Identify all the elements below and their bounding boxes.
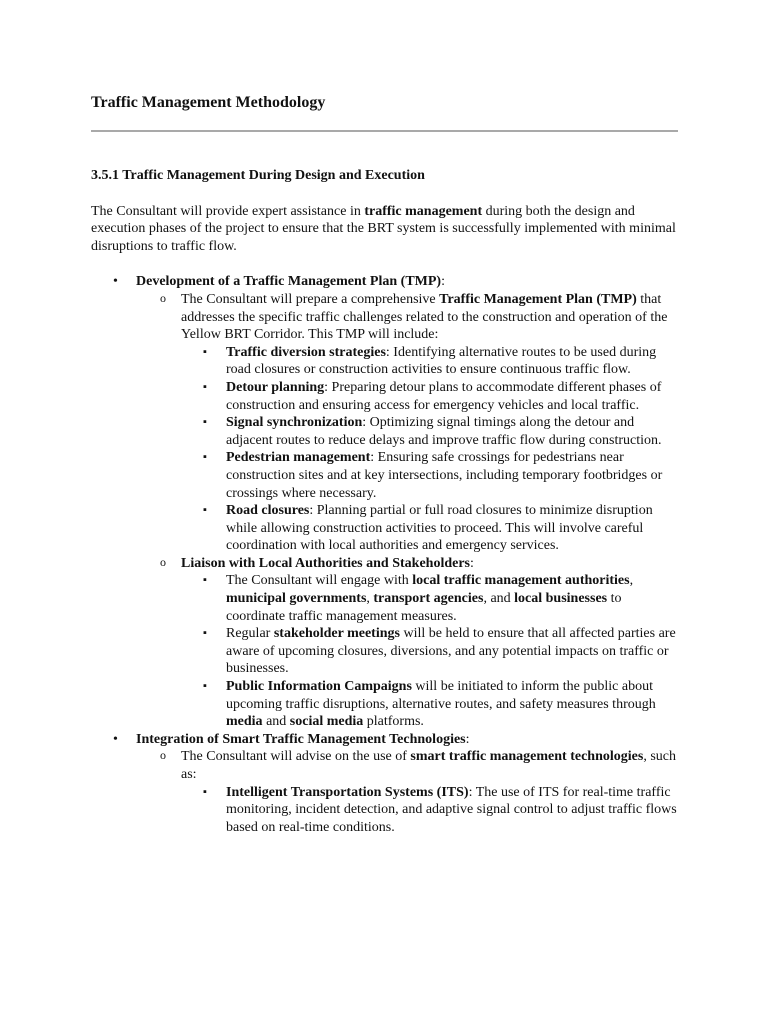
intro-bold-run: traffic management <box>364 203 483 219</box>
bold-run: social media <box>289 714 364 730</box>
detail-item <box>181 625 683 678</box>
sub-bullet-item <box>136 291 683 555</box>
bold-run: local traffic management authorities <box>412 573 630 589</box>
detail-list <box>181 784 683 837</box>
bold-run: media <box>226 714 263 730</box>
bold-run: transport agencies <box>373 591 484 607</box>
text-run: The Consultant will engage with <box>226 573 413 589</box>
text-run: to coordinate traffic management measures. <box>226 591 622 624</box>
intro-text-run: The Consultant will provide expert assistance in <box>91 203 365 219</box>
text-run: , such as: <box>181 749 676 782</box>
text-run: that addresses the specific traffic challenges related to the construction and operation of the Yellow BRT Corridor. This TMP will include: <box>181 291 668 343</box>
bold-run: Traffic Management Plan (TMP) <box>439 291 637 307</box>
detail-item <box>181 414 683 449</box>
intro-paragraph <box>91 203 683 256</box>
detail-item <box>181 784 683 837</box>
bold-run: municipal governments <box>226 591 367 607</box>
sub-bullet-item <box>136 748 683 836</box>
text-run: The Consultant will prepare a comprehensive <box>181 291 440 307</box>
sub-bullet-item <box>136 555 683 731</box>
text-run: platforms. <box>363 714 424 730</box>
text-run: The Consultant will advise on the use of <box>181 749 411 765</box>
text-run: : Optimizing signal timings along the detour and adjacent routes to reduce delays and improve traffic flow during construction. <box>226 415 662 448</box>
detail-list <box>181 344 683 555</box>
bold-run: Liaison with Local Authorities and Stakeholders <box>181 555 470 571</box>
main-bullet-list <box>91 273 683 836</box>
detail-list <box>181 572 683 730</box>
document-title: Traffic Management Methodology <box>91 94 326 111</box>
bold-run: smart traffic management technologies <box>410 749 644 765</box>
sub-bullet-list <box>136 748 683 836</box>
document-body <box>91 167 683 836</box>
text-run: Regular <box>226 626 274 642</box>
detail-item <box>181 379 683 414</box>
sub-bullet-list <box>136 291 683 731</box>
bold-run: Detour planning <box>226 379 325 395</box>
text-run: : Planning partial or full road closures to minimize disruption while allowing construction activities to proceed. This will involve careful coordination with local authorities and emergency services. <box>226 503 653 554</box>
detail-item <box>181 344 683 379</box>
text-run: : The use of ITS for real-time traffic monitoring, incident detection, and adaptive signal control to adjust traffic flows based on real-time conditions. <box>226 784 677 835</box>
text-run: and <box>262 714 290 730</box>
bold-run: Traffic diversion strategies <box>226 344 386 360</box>
main-bullet-item <box>91 273 683 730</box>
text-run: , <box>366 591 374 607</box>
bold-run: stakeholder meetings <box>273 626 400 642</box>
bold-run: Public Information Campaigns <box>226 679 412 695</box>
bold-run: Road closures <box>226 503 310 519</box>
text-run: : <box>470 555 474 571</box>
text-run: will be held to ensure that all affected parties are aware of upcoming closures, diversions, and any potential impacts on traffic or businesses. <box>226 626 676 677</box>
main-bullet-item <box>91 731 683 837</box>
text-run: , <box>629 573 634 589</box>
bold-run: Signal synchronization <box>226 415 363 431</box>
detail-item <box>181 572 683 625</box>
bullet-heading-suffix: : <box>465 731 470 747</box>
bold-run: Pedestrian management <box>226 450 371 466</box>
text-run: : Preparing detour plans to accommodate different phases of construction and ensuring access for emergency vehicles and local traffic. <box>226 379 662 413</box>
detail-item <box>181 502 683 555</box>
bullet-heading: Integration of Smart Traffic Management Technologies <box>136 731 466 747</box>
detail-item <box>181 678 683 731</box>
bullet-heading-suffix: : <box>441 274 445 290</box>
text-run: will be initiated to inform the public about upcoming traffic disruptions, alternative routes, and safety measures through <box>226 679 656 712</box>
text-run: : Identifying alternative routes to be used during road closures or construction activities to ensure continuous traffic flow. <box>226 344 657 378</box>
text-run: : Ensuring safe crossings for pedestrians near construction sites and at key intersections, including temporary footbridges or crossings where necessary. <box>226 450 663 501</box>
bold-run: Intelligent Transportation Systems (ITS) <box>226 784 469 800</box>
section-heading: 3.5.1 Traffic Management During Design and Execution <box>91 168 425 183</box>
text-run: , and <box>483 591 515 607</box>
bold-run: local businesses <box>514 591 608 607</box>
detail-item <box>181 449 683 502</box>
bullet-heading: Development of a Traffic Management Plan (TMP) <box>136 274 442 290</box>
intro-text-run: during both the design and execution phases of the project to ensure that the BRT system is successfully implemented with minimal disruptions to traffic flow. <box>91 203 676 254</box>
title-divider <box>91 130 678 132</box>
